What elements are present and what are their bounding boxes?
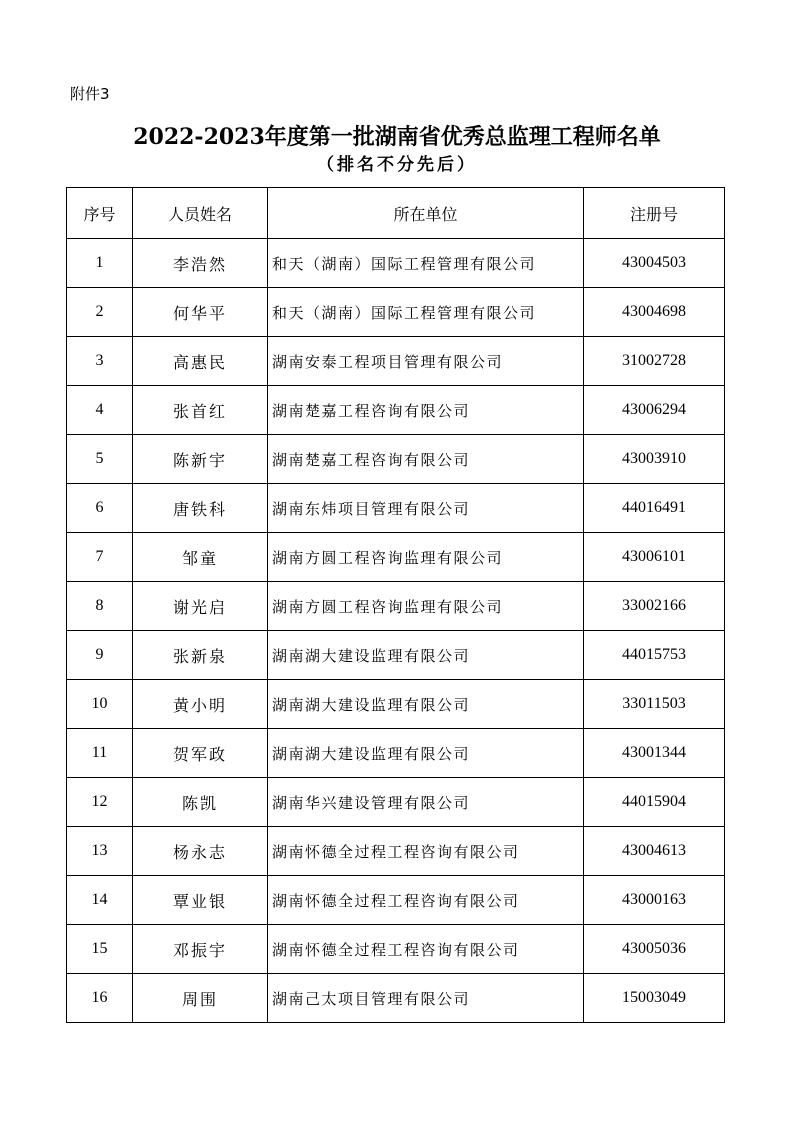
table-row [67, 288, 725, 337]
cell-name: 陈新宇 [133, 435, 268, 484]
table-row [67, 729, 725, 778]
cell-reg: 43003910 [584, 435, 725, 484]
cell-name: 邹童 [133, 533, 268, 582]
cell-reg: 43006294 [584, 386, 725, 435]
document-subtitle: （排名不分先后） [317, 155, 477, 175]
table-row [67, 778, 725, 827]
roster-table [66, 187, 725, 1023]
table-row [67, 435, 725, 484]
cell-seq: 1 [67, 239, 133, 288]
cell-seq: 2 [67, 288, 133, 337]
cell-unit: 湖南湖大建设监理有限公司 [268, 680, 584, 729]
cell-unit: 湖南安泰工程项目管理有限公司 [268, 337, 584, 386]
table-body [67, 239, 725, 1023]
cell-reg: 33011503 [584, 680, 725, 729]
cell-reg: 43000163 [584, 876, 725, 925]
cell-seq: 3 [67, 337, 133, 386]
cell-reg: 44015904 [584, 778, 725, 827]
cell-name: 黄小明 [133, 680, 268, 729]
header-seq: 序号 [67, 188, 133, 239]
cell-seq: 6 [67, 484, 133, 533]
cell-unit: 湖南方圆工程咨询监理有限公司 [268, 533, 584, 582]
table-row [67, 582, 725, 631]
cell-seq: 11 [67, 729, 133, 778]
cell-unit: 湖南己太项目管理有限公司 [268, 974, 584, 1023]
cell-name: 唐铁科 [133, 484, 268, 533]
cell-name: 李浩然 [133, 239, 268, 288]
cell-unit: 和天（湖南）国际工程管理有限公司 [268, 288, 584, 337]
header-name: 人员姓名 [133, 188, 268, 239]
cell-reg: 43004503 [584, 239, 725, 288]
cell-reg: 43005036 [584, 925, 725, 974]
table-row [67, 876, 725, 925]
cell-reg: 31002728 [584, 337, 725, 386]
cell-name: 张新泉 [133, 631, 268, 680]
cell-reg: 43004698 [584, 288, 725, 337]
cell-seq: 5 [67, 435, 133, 484]
cell-seq: 9 [67, 631, 133, 680]
cell-name: 陈凯 [133, 778, 268, 827]
table-row [67, 337, 725, 386]
cell-seq: 14 [67, 876, 133, 925]
cell-unit: 湖南东炜项目管理有限公司 [268, 484, 584, 533]
cell-seq: 13 [67, 827, 133, 876]
cell-unit: 湖南湖大建设监理有限公司 [268, 631, 584, 680]
header-reg: 注册号 [584, 188, 725, 239]
table-row [67, 680, 725, 729]
cell-unit: 湖南怀德全过程工程咨询有限公司 [268, 827, 584, 876]
cell-seq: 12 [67, 778, 133, 827]
table-row [67, 925, 725, 974]
cell-name: 张首红 [133, 386, 268, 435]
cell-unit: 湖南华兴建设管理有限公司 [268, 778, 584, 827]
cell-name: 邓振宇 [133, 925, 268, 974]
cell-name: 何华平 [133, 288, 268, 337]
table-row [67, 533, 725, 582]
cell-unit: 和天（湖南）国际工程管理有限公司 [268, 239, 584, 288]
cell-seq: 15 [67, 925, 133, 974]
cell-seq: 10 [67, 680, 133, 729]
attachment-label: 附件3 [70, 85, 110, 103]
table-header-row [67, 188, 725, 239]
cell-reg: 33002166 [584, 582, 725, 631]
cell-name: 周围 [133, 974, 268, 1023]
cell-unit: 湖南怀德全过程工程咨询有限公司 [268, 876, 584, 925]
cell-seq: 4 [67, 386, 133, 435]
cell-unit: 湖南湖大建设监理有限公司 [268, 729, 584, 778]
cell-reg: 44015753 [584, 631, 725, 680]
document-title: 2022-2023年度第一批湖南省优秀总监理工程师名单 [133, 124, 661, 150]
cell-name: 谢光启 [133, 582, 268, 631]
cell-name: 覃业银 [133, 876, 268, 925]
cell-unit: 湖南楚嘉工程咨询有限公司 [268, 435, 584, 484]
cell-seq: 8 [67, 582, 133, 631]
table-row [67, 239, 725, 288]
cell-unit: 湖南方圆工程咨询监理有限公司 [268, 582, 584, 631]
cell-reg: 43004613 [584, 827, 725, 876]
header-unit: 所在单位 [268, 188, 584, 239]
table-row [67, 974, 725, 1023]
cell-reg: 15003049 [584, 974, 725, 1023]
cell-unit: 湖南楚嘉工程咨询有限公司 [268, 386, 584, 435]
table-row [67, 386, 725, 435]
cell-name: 贺军政 [133, 729, 268, 778]
cell-seq: 7 [67, 533, 133, 582]
cell-unit: 湖南怀德全过程工程咨询有限公司 [268, 925, 584, 974]
cell-name: 高惠民 [133, 337, 268, 386]
cell-reg: 43006101 [584, 533, 725, 582]
table-row [67, 484, 725, 533]
cell-seq: 16 [67, 974, 133, 1023]
cell-reg: 43001344 [584, 729, 725, 778]
table-row [67, 631, 725, 680]
cell-reg: 44016491 [584, 484, 725, 533]
table-row [67, 827, 725, 876]
cell-name: 杨永志 [133, 827, 268, 876]
